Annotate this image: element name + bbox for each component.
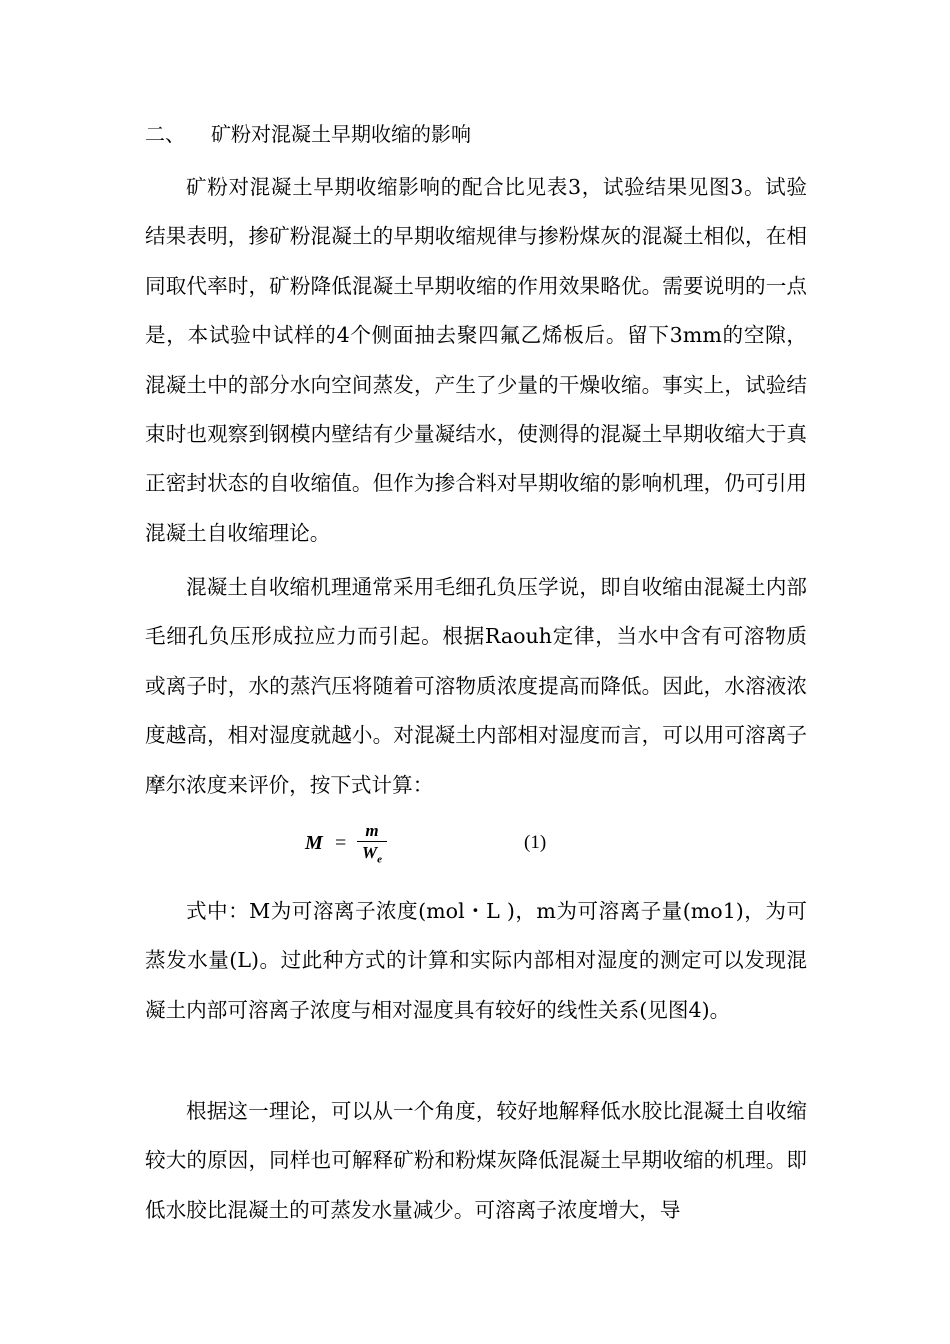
equation-denominator-subscript: e (377, 853, 382, 866)
equation-1 (305, 822, 605, 872)
section-title: 矿粉对混凝土早期收缩的影响 (211, 122, 471, 146)
paragraph-formula-explanation: 式中：M为可溶离子浓度(mol・L )，m为可溶离子量(mo1)，为可蒸发水量(L)。过此种方式的计算和实际内部相对湿度的测定可以发现混凝土内部可溶离子浓度与相对湿度具有较好的线性关系(见图4)。 (145, 899, 807, 1022)
paragraph-autogenous-mechanism: 混凝土自收缩机理通常采用毛细孔负压学说，即自收缩由混凝土内部毛细孔负压形成拉应力而引起。根据Raouh定律，当水中含有可溶物质或离子时，水的蒸汽压将随着可溶物质浓度提高而降低。因此，水溶液浓度越高，相对湿度就越小。对混凝土内部相对湿度而言，可以用可溶离子摩尔浓度来评价，按下式计算： (145, 575, 807, 797)
fraction-bar (357, 841, 387, 842)
equation-numerator: m (365, 821, 379, 840)
equation-lhs: M (305, 832, 323, 854)
equation-number: (1) (524, 832, 547, 853)
section-heading (145, 114, 471, 154)
section-number: 二、 (145, 122, 185, 146)
paragraph-slag-shrinkage: 矿粉对混凝土早期收缩影响的配合比见表3，试验结果见图3。试验结果表明，掺矿粉混凝土的早期收缩规律与掺粉煤灰的混凝土相似，在相同取代率时，矿粉降低混凝土早期收缩的作用效果略优。需要说明的一点是，本试验中试样的4个侧面抽去聚四氟乙烯板后。留下3mm的空隙，混凝土中的部分水向空间蒸发，产生了少量的干燥收缩。事实上，试验结束时也观察到钢模内壁结有少量凝结水，使测得的混凝土早期收缩大于真正密封状态的自收缩值。但作为掺合料对早期收缩的影响机理，仍可引用混凝土自收缩理论。 (145, 175, 807, 545)
equation-denominator: $W_e$ (361, 843, 382, 866)
equation-fraction (357, 822, 387, 869)
equation-equals: = (335, 832, 347, 854)
paragraph-theory-application: 根据这一理论，可以从一个角度，较好地解释低水胶比混凝土自收缩较大的原因，同样也可解释矿粉和粉煤灰降低混凝土早期收缩的机理。即低水胶比混凝土的可蒸发水量减少。可溶离子浓度增大，导 (145, 1099, 807, 1222)
